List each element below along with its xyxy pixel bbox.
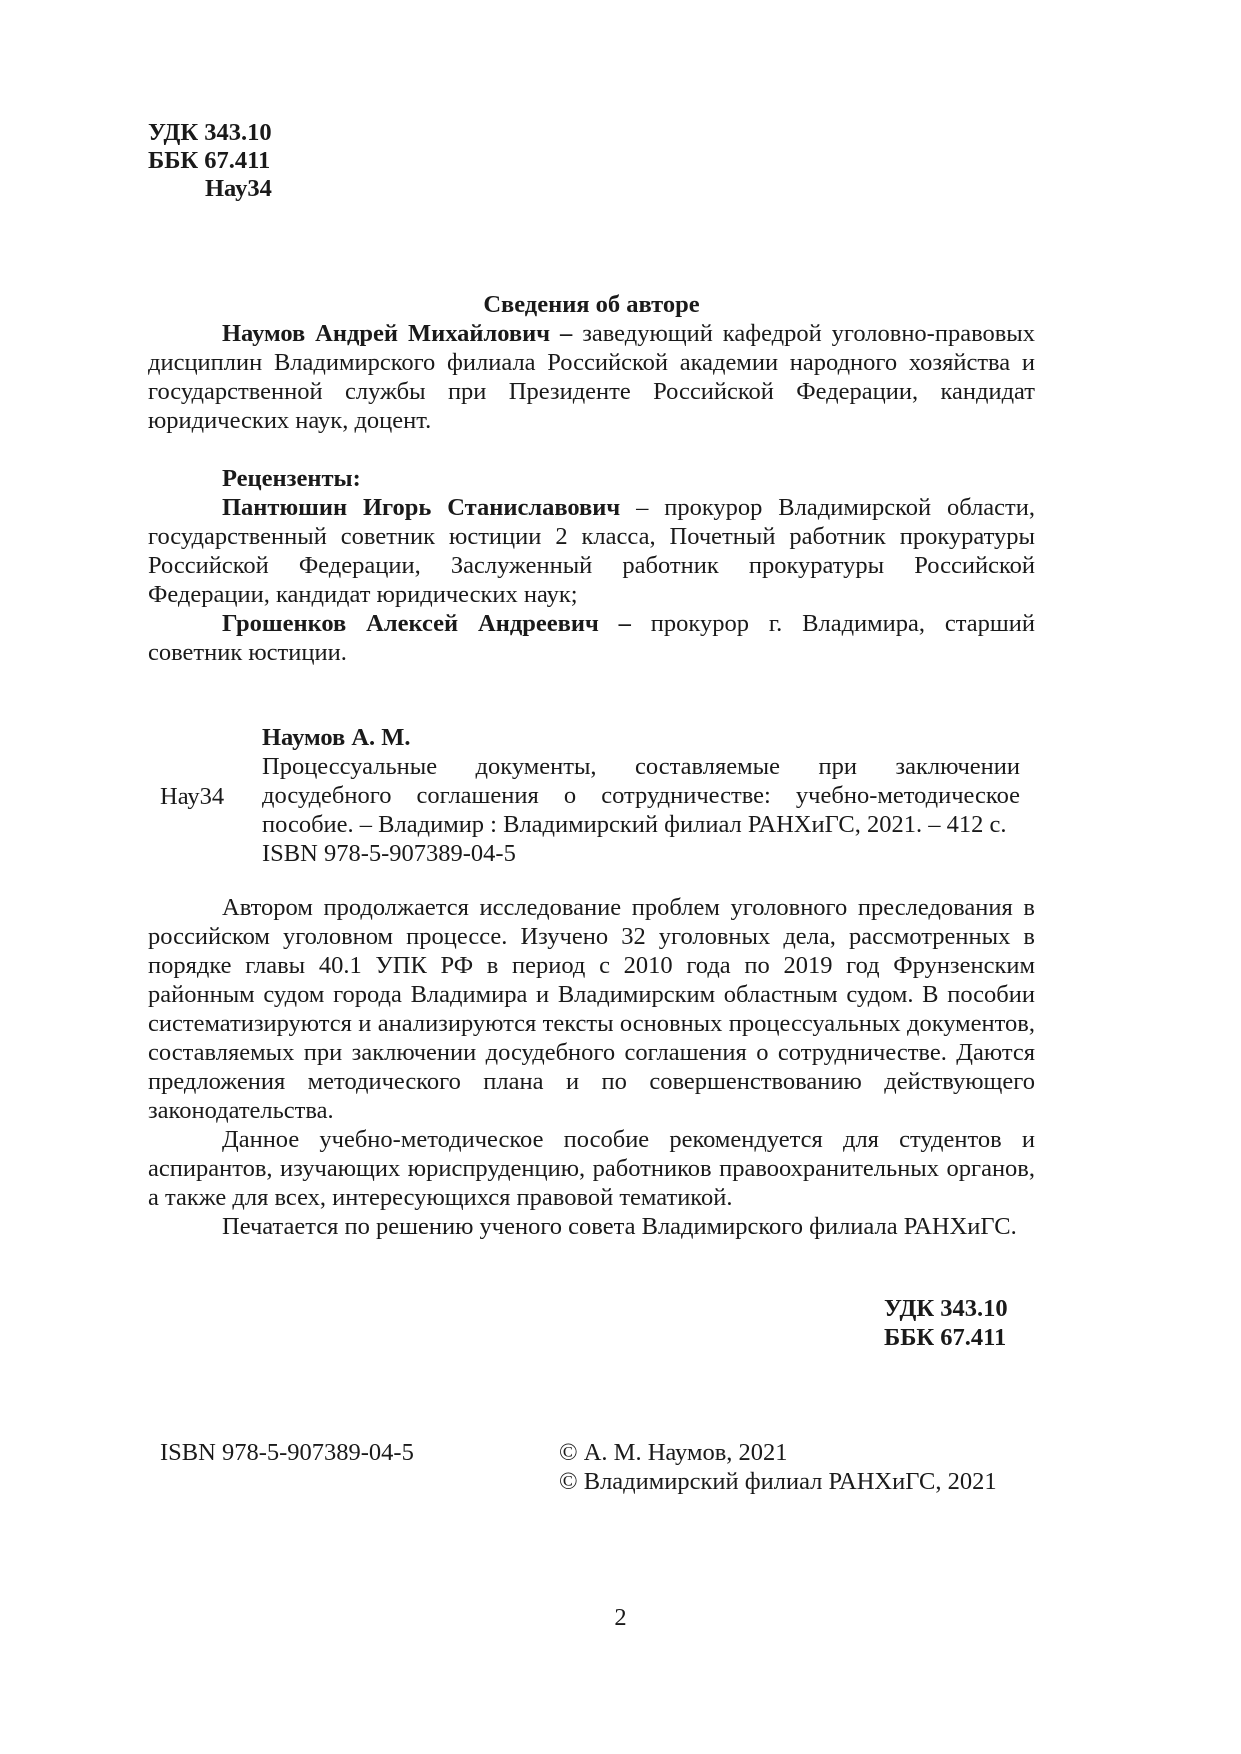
udk-block-bottom — [884, 1294, 1008, 1352]
reviewer-item — [148, 609, 1035, 667]
author-mark: Нау34 — [205, 175, 272, 202]
copyright-block — [559, 1438, 997, 1496]
author-info-paragraph — [148, 319, 1035, 435]
isbn: ISBN 978-5-907389-04-5 — [160, 1439, 414, 1466]
copyright-author: © А. М. Наумов, 2021 — [559, 1439, 788, 1466]
reviewers-heading: Рецензенты: — [222, 465, 361, 492]
reviewers-section — [148, 464, 1035, 667]
copyright-publisher: © Владимирский филиал РАНХиГС, 2021 — [559, 1468, 997, 1495]
bibliographic-record — [262, 723, 1020, 868]
author-description: заведующий кафедрой уголовно-правовых дисциплин Владимирского филиала Российской академии народного хозяйства и государственной службы при Президенте Российской Федерации, кандидат юридических наук, доцент. — [148, 320, 1035, 434]
bibliographic-index: Нау34 — [160, 783, 225, 810]
bbk-code: ББК 67.411 — [148, 147, 271, 174]
udk-code: УДК 343.10 — [148, 119, 272, 146]
abstract-paragraph: Данное учебно-методическое пособие рекомендуется для студентов и аспирантов, изучающих юриспруденцию, работников правоохранительных органов, а также для всех, интересующихся правовой тематикой. — [148, 1126, 1035, 1211]
reviewer-name: Пантюшин Игорь Станиславович — [222, 494, 621, 521]
udk-code: УДК 343.10 — [884, 1295, 1008, 1322]
abstract-paragraph: Автором продолжается исследование проблем уголовного преследования в российском уголовном процессе. Изучено 32 уголовных дела, рассмотренных в порядке главы 40.1 УПК РФ в период с 2010 года по 2019 год Фрунзенским районным судом города Владимира и Владимирским областным судом. В пособии систематизируются и анализируются тексты основных процессуальных документов, составляемых при заключении досудебного соглашения о сотрудничестве. Даются предложения методического плана и по совершенствованию действующего законодательства. — [148, 894, 1035, 1124]
reviewer-description: прокурор г. Владимира, старший советник юстиции. — [148, 610, 1036, 666]
bibliographic-author: Наумов А. М. — [262, 724, 411, 751]
author-info — [148, 290, 1035, 435]
bibliographic-isbn: ISBN 978-5-907389-04-5 — [262, 840, 516, 867]
reviewer-item — [148, 493, 1035, 609]
reviewer-name: Грошенков Алексей Андреевич – — [222, 610, 631, 637]
abstract-paragraph: Печатается по решению ученого совета Владимирского филиала РАНХиГС. — [222, 1213, 1017, 1240]
author-info-heading: Сведения об авторе — [483, 291, 700, 318]
reviewer-description: – прокурор Владимирской области, государственный советник юстиции 2 класса, Почетный работник прокуратуры Российской Федерации, Заслуженный работник прокуратуры Российской Федерации, кандидат юридических наук; — [148, 494, 1035, 608]
abstract — [148, 893, 1035, 1241]
udk-block-top — [148, 118, 272, 202]
bibliographic-description: Процессуальные документы, составляемые при заключении досудебного соглашения о сотрудничестве: учебно-методическое пособие. – Владимир : Владимирский филиал РАНХиГС, 2021. – 412 с. — [262, 753, 1020, 838]
page-number: 2 — [614, 1604, 627, 1631]
author-name: Наумов Андрей Михайлович – — [222, 320, 573, 347]
bbk-code: ББК 67.411 — [884, 1324, 1007, 1351]
